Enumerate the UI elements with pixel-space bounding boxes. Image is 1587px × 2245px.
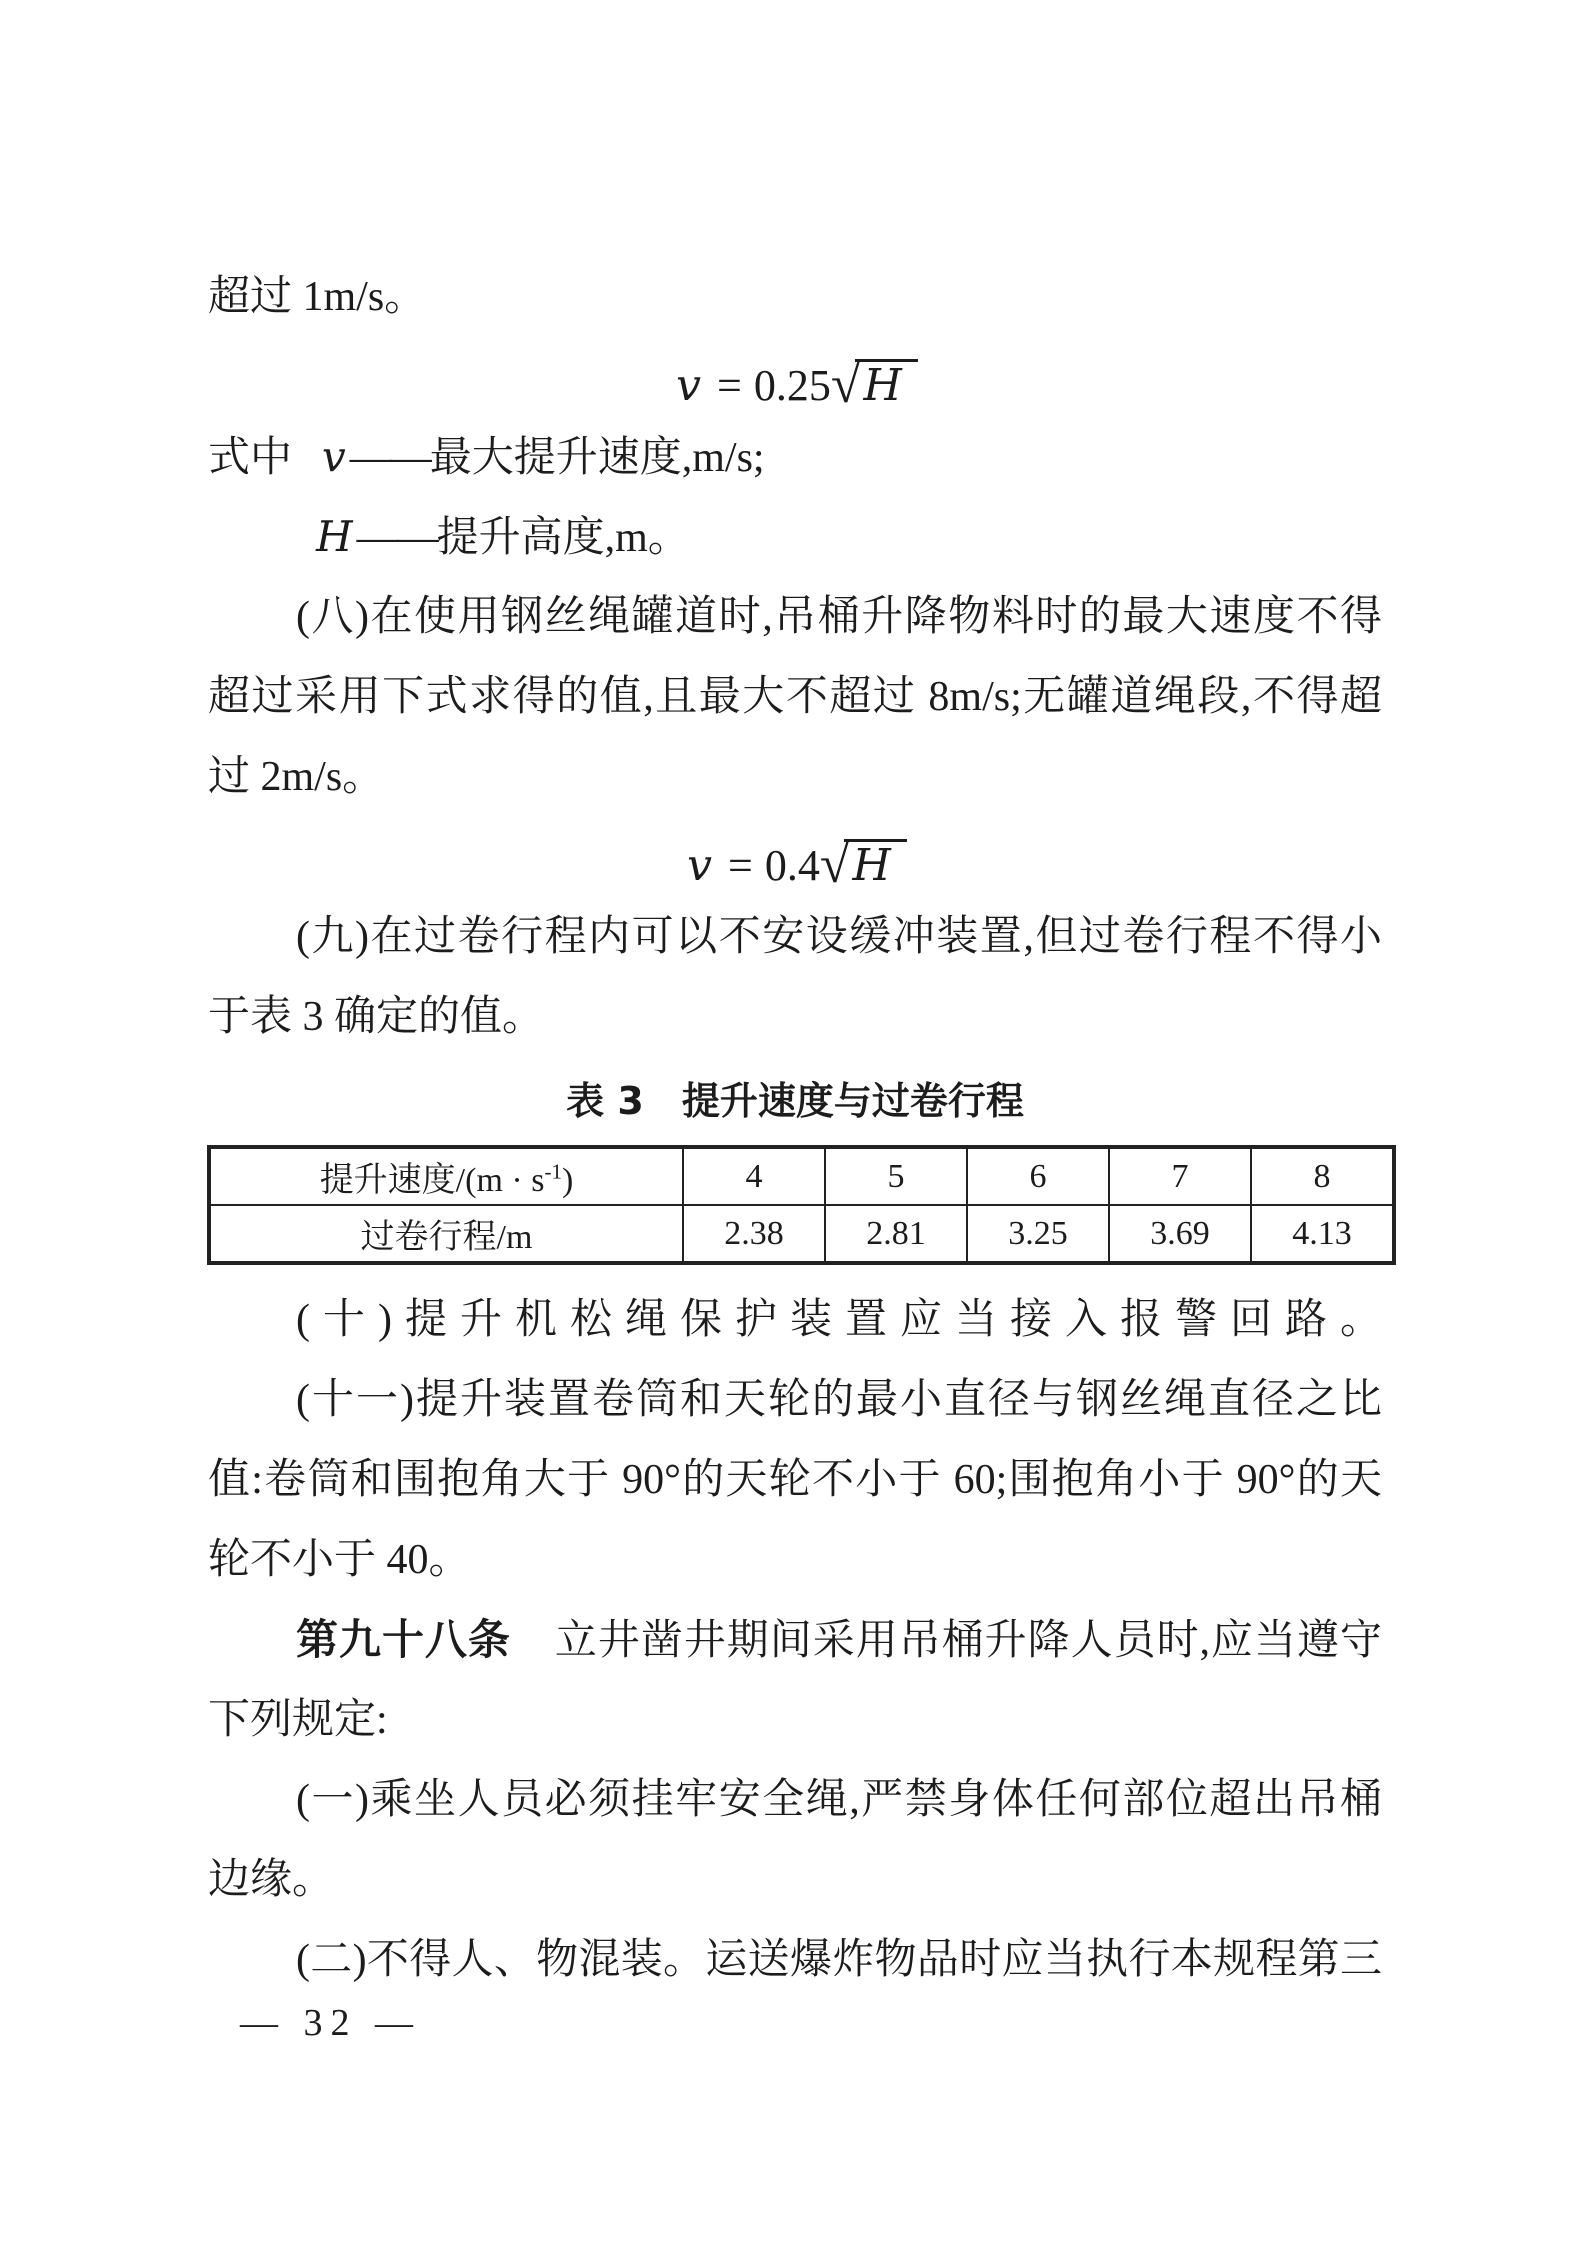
formula-coefficient: 0.25 [753,361,831,410]
speed-unit-suffix: ) [561,1162,574,1199]
formula-variable-H: H [852,840,891,891]
table-cell-distance-2: 2.81 [825,1205,967,1263]
body-line-article-98 [208,1612,1382,1669]
body-line-1: 超过 1m/s。 [208,274,427,320]
formula-max-speed-guided [208,829,1382,901]
table-cell-distance-3: 3.25 [967,1205,1109,1263]
formula-variable-v: v [687,840,712,891]
speed-unit-superscript: -1 [544,1159,562,1184]
article-number-heading: 第九十八条 [296,1615,511,1664]
equals-sign: = [717,361,742,410]
table-cell-speed-3: 6 [967,1147,1109,1205]
body-line-7: 过 2m/s。 [208,754,385,800]
sqrt-radical-icon: √ [819,834,850,894]
table-cell-speed-2: 5 [825,1147,967,1205]
article-98-text: 立井凿井期间采用吊桶升降人员时,应当遵守 [554,1618,1382,1664]
table-cell-speed-5: 8 [1251,1147,1394,1205]
var-v-definition: 最大提升速度,m/s; [429,435,765,481]
body-line-18: 下列规定: [208,1697,388,1743]
formula-radicand-box [844,839,906,892]
table-cell-speed-4: 7 [1109,1147,1251,1205]
sqrt-radical-icon: √ [830,354,861,414]
body-line-item-9: (九)在过卷行程内可以不安设缓冲装置,但过卷行程不得小 [296,914,1382,960]
table-3-hoisting-speed-overwind [207,1145,1396,1265]
body-line-10: 于表 3 确定的值。 [208,994,545,1040]
body-line-item-2: (二)不得人、物混装。运送爆炸物品时应当执行本规程第三 [296,1937,1382,1983]
body-line-item-10: (十)提升机松绳保护装置应当接入报警回路。 [296,1297,1382,1343]
formula-max-speed-no-guide [208,349,1382,421]
body-line-item-8: (八)在使用钢丝绳罐道时,吊桶升降物料时的最大速度不得 [296,594,1382,640]
formula-variable-H: H [863,360,902,411]
body-line-item-1: (一)乘坐人员必须挂牢安全绳,严禁身体任何部位超出吊桶 [296,1777,1382,1823]
var-v: v [322,432,346,481]
table-caption: 表 3 提升速度与过卷行程 [566,1079,1024,1123]
definition-dash: —— [356,515,437,561]
body-line-where-H [208,509,1382,566]
table-cell-distance-1: 2.38 [683,1205,825,1263]
table-cell-distance-4: 3.69 [1109,1205,1251,1263]
equals-sign: = [728,841,753,890]
table-cell-distance-5: 4.13 [1251,1205,1394,1263]
body-line-item-11: (十一)提升装置卷筒和天轮的最小直径与钢丝绳直径之比 [296,1377,1382,1423]
table-row-distances [209,1205,1394,1263]
where-label: 式中 [208,435,293,481]
formula-coefficient: 0.4 [764,841,820,890]
body-line-20: 边缘。 [208,1857,335,1903]
body-line-6: 超过采用下式求得的值,且最大不超过 8m/s;无罐道绳段,不得超 [208,674,1382,720]
body-line-16: 轮不小于 40。 [208,1537,471,1583]
speed-unit-prefix: 提升速度/(m · s [319,1162,545,1199]
body-line-15: 值:卷筒和围抱角大于 90°的天轮不小于 60;围抱角小于 90°的天 [208,1457,1382,1503]
var-H-definition: 提升高度,m。 [436,515,690,561]
table-header-speed-label [209,1147,683,1205]
formula-variable-v: v [676,360,701,411]
table-cell-speed-1: 4 [683,1147,825,1205]
var-H: H [316,512,353,561]
formula-radicand-box [855,359,917,412]
definition-dash: —— [349,435,430,481]
table-row-speeds [209,1147,1394,1205]
table-header-distance-label: 过卷行程/m [209,1205,683,1263]
page-number: — 32 — [240,2002,421,2044]
body-line-where-v [208,429,1382,486]
